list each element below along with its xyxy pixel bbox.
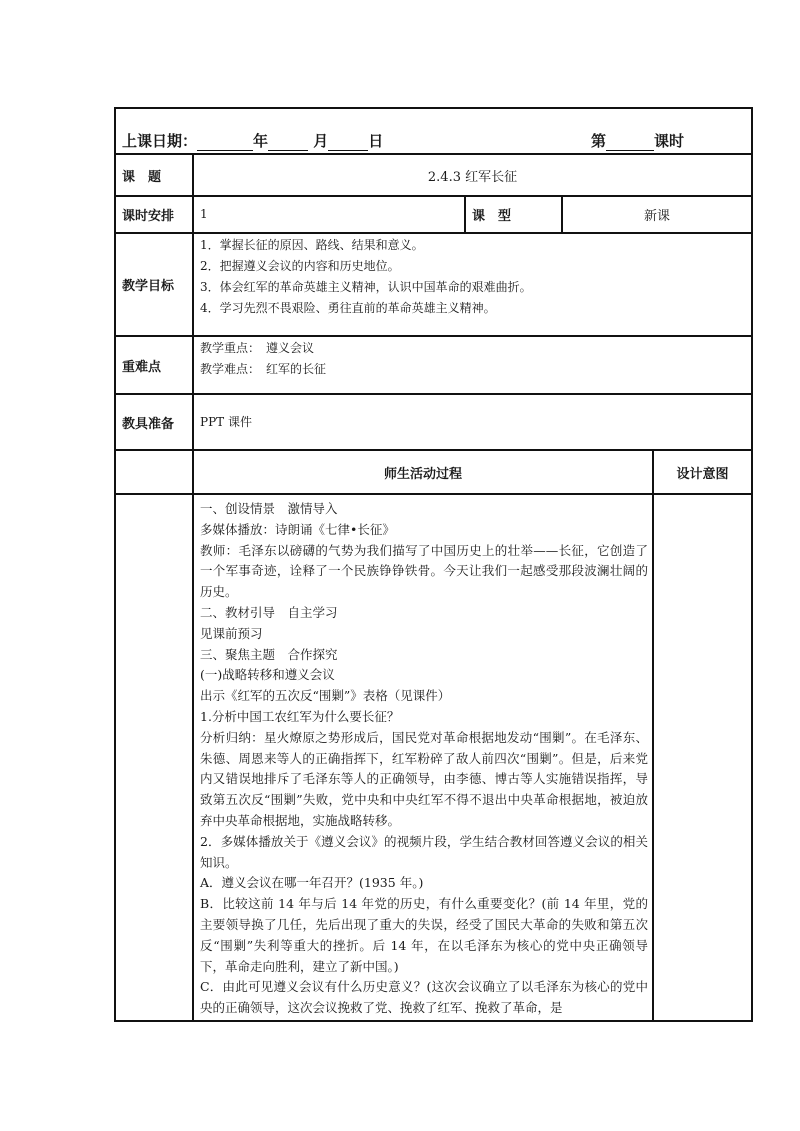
empty-cell xyxy=(115,450,193,494)
intent-header: 设计意图 xyxy=(653,450,752,494)
tools-row xyxy=(115,394,752,450)
process-paragraph: 教师：毛泽东以磅礴的气势为我们描写了中国历史上的壮举——长征，它创造了一个军事奇迹，诠释了一个民族铮铮铁骨。今天让我们一起感受那段波澜壮阔的历史。 xyxy=(200,542,648,600)
period-suffix: 课时 xyxy=(654,132,685,150)
process-paragraph: 1.分析中国工农红军为什么要长征？ xyxy=(200,708,400,724)
topic-row xyxy=(115,154,752,196)
process-row xyxy=(115,494,752,1021)
topic-value: 2.4.3 红军长征 xyxy=(193,154,752,196)
process-paragraph: 三、聚焦主题 合作探究 xyxy=(200,646,338,662)
type-label: 课 型 xyxy=(465,196,562,233)
schedule-row xyxy=(115,196,752,233)
keypoint-item: 教学重点： 遵义会议 xyxy=(200,341,315,355)
period xyxy=(591,130,684,151)
keypoints-row xyxy=(115,336,752,394)
day-blank[interactable] xyxy=(328,136,368,151)
class-date xyxy=(122,130,383,151)
process-paragraph: 2．多媒体播放关于《遵义会议》的视频片段，学生结合教材回答遵义会议的相关知识。 xyxy=(200,833,648,870)
keypoint-item: 教学难点： 红军的长征 xyxy=(200,362,327,376)
goal-item: 4．学习先烈不畏艰险、勇往直前的革命英雄主义精神。 xyxy=(200,301,496,315)
schedule-value: 1 xyxy=(193,196,465,233)
goal-item: 3．体会红军的革命英雄主义精神，认识中国革命的艰难曲折。 xyxy=(200,280,532,294)
process-paragraph: B．比较这前 14 年与后 14 年党的历史，有什么重要变化？(前 14 年里，党的主要领导换了几任，先后出现了重大的失误，经受了国民大革命的失败和第五次反“围剿”失利等重大的挫折。后 14 年，在以毛泽东为核心的党中央正确领导下，革命走向胜利，建立了新中国。) xyxy=(200,896,648,974)
keypoints-label: 重难点 xyxy=(115,336,193,394)
year-blank[interactable] xyxy=(197,136,253,151)
process-paragraph: 见课前预习 xyxy=(200,625,263,641)
process-paragraph: A．遵义会议在哪一年召开？(1935 年。) xyxy=(200,875,424,891)
type-value: 新课 xyxy=(562,196,752,233)
month-blank[interactable] xyxy=(268,136,308,151)
process-paragraph: 多媒体播放：诗朗诵《七律•长征》 xyxy=(200,521,395,537)
intent-cell xyxy=(653,494,752,1021)
period-blank[interactable] xyxy=(606,136,654,151)
process-content xyxy=(193,494,653,1021)
process-paragraph: 分析归纳：星火燎原之势形成后，国民党对革命根据地发动“围剿”。在毛泽东、朱德、周恩来等人的正确指挥下，红军粉碎了敌人前四次“围剿”。但是，后来党内又错误地排斥了毛泽东等人的正确领导，由李德、博古等人实施错误指挥，导致第五次反“围剿”失败，党中央和中央红军不得不退出中央革命根据地，被迫放弃中央革命根据地，实施战略转移。 xyxy=(200,729,648,828)
period-prefix: 第 xyxy=(591,132,607,150)
keypoints-list xyxy=(193,336,752,394)
schedule-label: 课时安排 xyxy=(115,196,193,233)
process-paragraph: 一、创设情景 激情导入 xyxy=(200,501,338,516)
year-label: 年 xyxy=(253,132,269,150)
class-date-cell xyxy=(115,108,752,154)
goals-label: 教学目标 xyxy=(115,233,193,336)
goals-list xyxy=(193,233,752,336)
process-header-row xyxy=(115,450,752,494)
goal-item: 1．掌握长征的原因、路线、结果和意义。 xyxy=(200,238,424,252)
day-label: 日 xyxy=(368,132,384,150)
process-paragraph: (一)战略转移和遵义会议 xyxy=(200,667,335,683)
process-paragraph: 出示《红军的五次反“围剿”》表格（见课件） xyxy=(200,688,451,704)
goal-item: 2．把握遵义会议的内容和历史地位。 xyxy=(200,259,400,273)
tools-value: PPT 课件 xyxy=(193,394,752,450)
process-paragraph: C．由此可见遵义会议有什么历史意义？(这次会议确立了以毛泽东为核心的党中央的正确领导，这次会议挽救了党、挽救了红军、挽救了革命，是 xyxy=(200,979,648,1016)
process-paragraph: 二、教材引导 自主学习 xyxy=(200,604,338,620)
month-label: 月 xyxy=(313,132,329,150)
goals-row xyxy=(115,233,752,336)
topic-label: 课 题 xyxy=(115,154,193,196)
lesson-plan-table xyxy=(114,107,753,1022)
date-label: 上课日期： xyxy=(122,132,198,150)
header-row xyxy=(115,108,752,154)
empty-cell xyxy=(115,494,193,1021)
tools-label: 教具准备 xyxy=(115,394,193,450)
process-header: 师生活动过程 xyxy=(193,450,653,494)
